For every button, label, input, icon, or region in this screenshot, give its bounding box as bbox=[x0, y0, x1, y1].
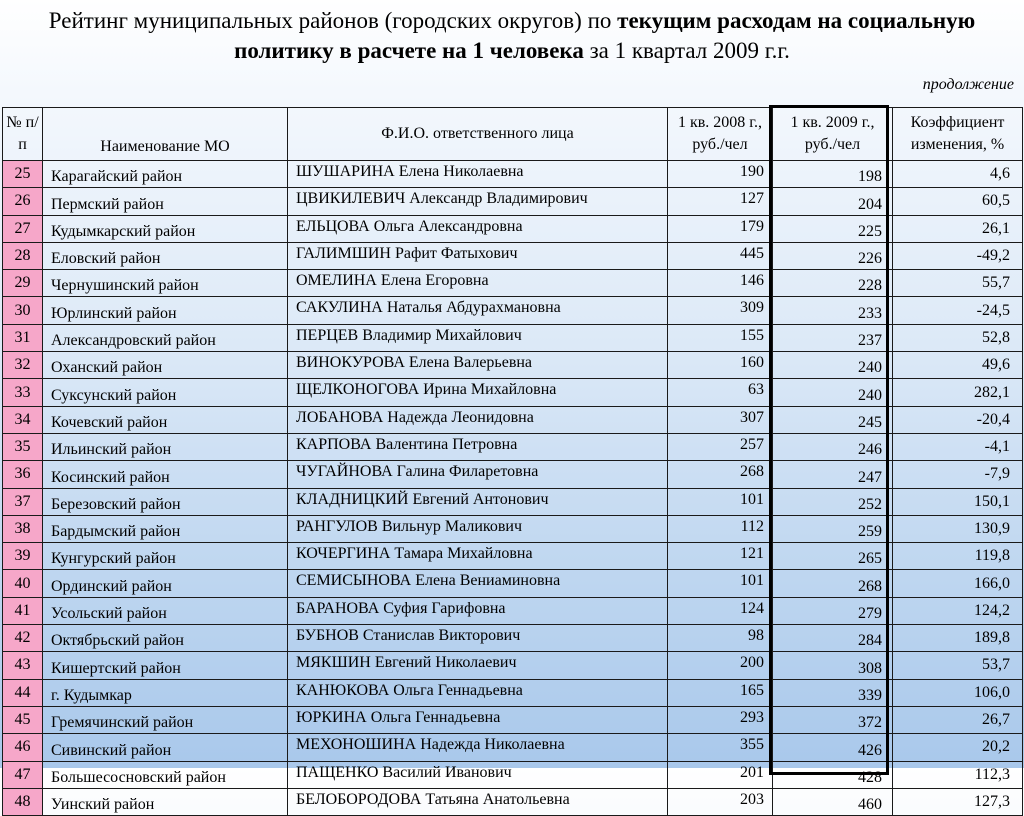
table-row bbox=[3, 543, 1023, 570]
value-q1-2009: 252 bbox=[773, 488, 893, 515]
person-surname: ВИНОКУРОВА bbox=[296, 354, 405, 372]
value-q1-2008: 307 bbox=[668, 406, 773, 433]
row-number: 36 bbox=[3, 461, 43, 488]
responsible-person bbox=[288, 488, 668, 515]
table-header-row bbox=[3, 108, 1023, 161]
person-surname: КАНЮКОВА bbox=[296, 681, 390, 699]
change-coefficient: 52,8 bbox=[893, 324, 1023, 351]
person-given-names: Татьяна Анатольевна bbox=[425, 790, 570, 808]
row-number: 25 bbox=[3, 161, 43, 188]
change-coefficient: 106,0 bbox=[893, 679, 1023, 706]
person-surname: ЕЛЬЦОВА bbox=[296, 217, 370, 235]
person-given-names: Евгений Николаевич bbox=[374, 654, 517, 672]
value-q1-2008: 200 bbox=[668, 652, 773, 679]
value-q1-2009: 247 bbox=[773, 461, 893, 488]
row-number: 26 bbox=[3, 188, 43, 215]
responsible-person bbox=[288, 379, 668, 406]
row-number: 40 bbox=[3, 570, 43, 597]
responsible-person bbox=[288, 761, 668, 788]
value-q1-2008: 101 bbox=[668, 570, 773, 597]
value-q1-2008: 101 bbox=[668, 488, 773, 515]
table-row bbox=[3, 188, 1023, 215]
header-responsible-person: Ф.И.О. ответственного лица bbox=[288, 108, 668, 161]
person-surname: БАРАНОВА bbox=[296, 599, 380, 617]
responsible-person bbox=[288, 461, 668, 488]
row-number: 44 bbox=[3, 679, 43, 706]
person-surname: ЮРКИНА bbox=[296, 708, 367, 726]
responsible-person bbox=[288, 352, 668, 379]
municipality-name: Пермский район bbox=[43, 188, 288, 215]
table-body bbox=[3, 161, 1023, 816]
table-row bbox=[3, 270, 1023, 297]
value-q1-2008: 165 bbox=[668, 679, 773, 706]
row-number: 28 bbox=[3, 242, 43, 269]
row-number: 29 bbox=[3, 270, 43, 297]
value-q1-2008: 98 bbox=[668, 625, 773, 652]
change-coefficient: -4,1 bbox=[893, 433, 1023, 460]
value-q1-2008: 63 bbox=[668, 379, 773, 406]
table-row bbox=[3, 761, 1023, 788]
person-given-names: Суфия Гарифовна bbox=[383, 599, 506, 617]
responsible-person bbox=[288, 297, 668, 324]
responsible-person bbox=[288, 242, 668, 269]
table-row bbox=[3, 215, 1023, 242]
municipality-name: г. Кудымкар bbox=[43, 679, 288, 706]
responsible-person bbox=[288, 570, 668, 597]
table-row bbox=[3, 597, 1023, 624]
person-given-names: Надежда Леонидовна bbox=[387, 408, 534, 426]
person-surname: СЕМИСЫНОВА bbox=[296, 572, 412, 590]
change-coefficient: 119,8 bbox=[893, 543, 1023, 570]
person-given-names: Ольга Александровна bbox=[373, 217, 523, 235]
change-coefficient: 53,7 bbox=[893, 652, 1023, 679]
person-given-names: Тамара Михайловна bbox=[394, 545, 533, 563]
value-q1-2008: 309 bbox=[668, 297, 773, 324]
value-q1-2009: 268 bbox=[773, 570, 893, 597]
change-coefficient: 130,9 bbox=[893, 515, 1023, 542]
change-coefficient: 26,7 bbox=[893, 706, 1023, 733]
value-q1-2008: 201 bbox=[668, 761, 773, 788]
responsible-person bbox=[288, 597, 668, 624]
municipality-name: Ильинский район bbox=[43, 433, 288, 460]
table-row bbox=[3, 679, 1023, 706]
change-coefficient: 150,1 bbox=[893, 488, 1023, 515]
table-row bbox=[3, 352, 1023, 379]
person-given-names: Рафит Фатыхович bbox=[394, 244, 518, 262]
person-surname: БЕЛОБОРОДОВА bbox=[296, 790, 422, 808]
change-coefficient: -20,4 bbox=[893, 406, 1023, 433]
table-row bbox=[3, 297, 1023, 324]
title-part-2: за 1 квартал 2009 г.г. bbox=[583, 38, 790, 63]
change-coefficient: 60,5 bbox=[893, 188, 1023, 215]
person-surname: ЩЕЛКОНОГОВА bbox=[296, 381, 420, 399]
responsible-person bbox=[288, 270, 668, 297]
responsible-person bbox=[288, 543, 668, 570]
row-number: 31 bbox=[3, 324, 43, 351]
table-row bbox=[3, 625, 1023, 652]
municipality-name: Уинский район bbox=[43, 788, 288, 815]
person-surname: КОЧЕРГИНА bbox=[296, 545, 391, 563]
responsible-person bbox=[288, 433, 668, 460]
municipality-name: Еловский район bbox=[43, 242, 288, 269]
person-given-names: Ирина Михайловна bbox=[423, 381, 557, 399]
municipality-name: Березовский район bbox=[43, 488, 288, 515]
change-coefficient: 166,0 bbox=[893, 570, 1023, 597]
continuation-label: продолжение bbox=[922, 76, 1014, 93]
change-coefficient: 26,1 bbox=[893, 215, 1023, 242]
value-q1-2009: 265 bbox=[773, 543, 893, 570]
responsible-person bbox=[288, 406, 668, 433]
municipality-name: Сивинский район bbox=[43, 734, 288, 761]
value-q1-2008: 155 bbox=[668, 324, 773, 351]
person-given-names: Елена Вениаминовна bbox=[415, 572, 561, 590]
person-given-names: Ольга Геннадьевна bbox=[370, 708, 501, 726]
municipality-name: Кишертский район bbox=[43, 652, 288, 679]
change-coefficient: 55,7 bbox=[893, 270, 1023, 297]
row-number: 33 bbox=[3, 379, 43, 406]
person-given-names: Василий Иванович bbox=[382, 763, 512, 781]
table-row bbox=[3, 161, 1023, 188]
header-change-coefficient: Коэффициент изменения, % bbox=[893, 108, 1023, 161]
row-number: 45 bbox=[3, 706, 43, 733]
value-q1-2009: 279 bbox=[773, 597, 893, 624]
change-coefficient: 4,6 bbox=[893, 161, 1023, 188]
responsible-person bbox=[288, 324, 668, 351]
person-surname: ЦВИКИЛЕВИЧ bbox=[296, 190, 406, 208]
person-given-names: Вильнур Маликович bbox=[381, 517, 523, 535]
value-q1-2008: 445 bbox=[668, 242, 773, 269]
person-given-names: Ольга Геннадьевна bbox=[393, 681, 523, 699]
person-given-names: Александр Владимирович bbox=[409, 190, 588, 208]
value-q1-2009: 460 bbox=[773, 788, 893, 815]
value-q1-2008: 179 bbox=[668, 215, 773, 242]
person-given-names: Надежда Николаевна bbox=[420, 736, 565, 754]
municipality-name: Суксунский район bbox=[43, 379, 288, 406]
value-q1-2009: 233 bbox=[773, 297, 893, 324]
change-coefficient: -49,2 bbox=[893, 242, 1023, 269]
value-q1-2009: 225 bbox=[773, 215, 893, 242]
person-given-names: Галина Филаретовна bbox=[396, 463, 539, 481]
row-number: 47 bbox=[3, 761, 43, 788]
change-coefficient: 124,2 bbox=[893, 597, 1023, 624]
change-coefficient: 112,3 bbox=[893, 761, 1023, 788]
row-number: 38 bbox=[3, 515, 43, 542]
person-surname: МЯКШИН bbox=[296, 654, 371, 672]
responsible-person bbox=[288, 734, 668, 761]
row-number: 35 bbox=[3, 433, 43, 460]
value-q1-2009: 240 bbox=[773, 352, 893, 379]
value-q1-2009: 284 bbox=[773, 625, 893, 652]
rating-table bbox=[2, 107, 1023, 816]
value-q1-2009: 246 bbox=[773, 433, 893, 460]
value-q1-2009: 372 bbox=[773, 706, 893, 733]
change-coefficient: 49,6 bbox=[893, 352, 1023, 379]
municipality-name: Оханский район bbox=[43, 352, 288, 379]
table-row bbox=[3, 461, 1023, 488]
municipality-name: Карагайский район bbox=[43, 161, 288, 188]
change-coefficient: 189,8 bbox=[893, 625, 1023, 652]
person-given-names: Станислав Викторович bbox=[362, 627, 521, 645]
municipality-name: Гремячинский район bbox=[43, 706, 288, 733]
person-surname: ПЕРЦЕВ bbox=[296, 326, 359, 344]
table-row bbox=[3, 242, 1023, 269]
responsible-person bbox=[288, 706, 668, 733]
responsible-person bbox=[288, 625, 668, 652]
person-surname: САКУЛИНА bbox=[296, 299, 383, 317]
change-coefficient: 282,1 bbox=[893, 379, 1023, 406]
row-number: 32 bbox=[3, 352, 43, 379]
table-row bbox=[3, 406, 1023, 433]
table-row bbox=[3, 515, 1023, 542]
row-number: 27 bbox=[3, 215, 43, 242]
municipality-name: Косинский район bbox=[43, 461, 288, 488]
person-given-names: Елена Егоровна bbox=[380, 272, 489, 290]
municipality-name: Чернушинский район bbox=[43, 270, 288, 297]
person-surname: ЛОБАНОВА bbox=[296, 408, 384, 426]
person-given-names: Валентина Петровна bbox=[375, 435, 518, 453]
municipality-name: Октябрьский район bbox=[43, 625, 288, 652]
value-q1-2008: 257 bbox=[668, 433, 773, 460]
header-q1-2009: 1 кв. 2009 г., руб./чел bbox=[773, 108, 893, 161]
responsible-person bbox=[288, 652, 668, 679]
row-number: 42 bbox=[3, 625, 43, 652]
responsible-person bbox=[288, 161, 668, 188]
title-emphasis: текущим расходам на социальную политику в расчете на 1 человека bbox=[234, 8, 976, 63]
value-q1-2009: 428 bbox=[773, 761, 893, 788]
value-q1-2009: 339 bbox=[773, 679, 893, 706]
municipality-name: Усольский район bbox=[43, 597, 288, 624]
responsible-person bbox=[288, 188, 668, 215]
responsible-person bbox=[288, 215, 668, 242]
value-q1-2008: 124 bbox=[668, 597, 773, 624]
value-q1-2009: 204 bbox=[773, 188, 893, 215]
row-number: 30 bbox=[3, 297, 43, 324]
row-number: 43 bbox=[3, 652, 43, 679]
row-number: 48 bbox=[3, 788, 43, 815]
title-part-1: Рейтинг муниципальных районов (городских округов) по bbox=[48, 8, 618, 33]
municipality-name: Кочевский район bbox=[43, 406, 288, 433]
municipality-name: Ординский район bbox=[43, 570, 288, 597]
responsible-person bbox=[288, 788, 668, 815]
header-municipality: Наименование МО bbox=[43, 108, 288, 161]
change-coefficient: -24,5 bbox=[893, 297, 1023, 324]
value-q1-2009: 240 bbox=[773, 379, 893, 406]
table-row bbox=[3, 570, 1023, 597]
table-row bbox=[3, 324, 1023, 351]
row-number: 41 bbox=[3, 597, 43, 624]
header-number: № п/п bbox=[3, 108, 43, 161]
table-row bbox=[3, 706, 1023, 733]
person-given-names: Наталья Абдурахмановна bbox=[386, 299, 561, 317]
person-surname: ЧУГАЙНОВА bbox=[296, 463, 393, 481]
municipality-name: Кунгурский район bbox=[43, 543, 288, 570]
value-q1-2009: 228 bbox=[773, 270, 893, 297]
change-coefficient: 20,2 bbox=[893, 734, 1023, 761]
page-title bbox=[20, 6, 1004, 66]
municipality-name: Большесосновский район bbox=[43, 761, 288, 788]
person-given-names: Елена Николаевна bbox=[398, 163, 524, 180]
value-q1-2008: 121 bbox=[668, 543, 773, 570]
value-q1-2009: 308 bbox=[773, 652, 893, 679]
value-q1-2008: 146 bbox=[668, 270, 773, 297]
value-q1-2009: 226 bbox=[773, 242, 893, 269]
person-surname: БУБНОВ bbox=[296, 627, 359, 645]
row-number: 37 bbox=[3, 488, 43, 515]
value-q1-2008: 127 bbox=[668, 188, 773, 215]
value-q1-2009: 259 bbox=[773, 515, 893, 542]
value-q1-2009: 237 bbox=[773, 324, 893, 351]
row-number: 39 bbox=[3, 543, 43, 570]
municipality-name: Юрлинский район bbox=[43, 297, 288, 324]
person-surname: ОМЕЛИНА bbox=[296, 272, 377, 290]
person-surname: РАНГУЛОВ bbox=[296, 517, 378, 535]
value-q1-2008: 190 bbox=[668, 161, 773, 188]
value-q1-2008: 293 bbox=[668, 706, 773, 733]
person-surname: КЛАДНИЦКИЙ bbox=[296, 490, 409, 508]
municipality-name: Кудымкарский район bbox=[43, 215, 288, 242]
change-coefficient: 127,3 bbox=[893, 788, 1023, 815]
person-given-names: Евгений Антонович bbox=[412, 490, 549, 508]
value-q1-2008: 355 bbox=[668, 734, 773, 761]
table-row bbox=[3, 734, 1023, 761]
table-row bbox=[3, 488, 1023, 515]
person-surname: ШУШАРИНА bbox=[296, 163, 395, 180]
responsible-person bbox=[288, 515, 668, 542]
row-number: 34 bbox=[3, 406, 43, 433]
person-surname: МЕХОНОШИНА bbox=[296, 736, 417, 754]
row-number: 46 bbox=[3, 734, 43, 761]
person-given-names: Владимир Михайлович bbox=[362, 326, 522, 344]
municipality-name: Александровский район bbox=[43, 324, 288, 351]
value-q1-2008: 160 bbox=[668, 352, 773, 379]
person-surname: ГАЛИМШИН bbox=[296, 244, 391, 262]
person-surname: КАРПОВА bbox=[296, 435, 372, 453]
value-q1-2009: 198 bbox=[773, 161, 893, 188]
municipality-name: Бардымский район bbox=[43, 515, 288, 542]
value-q1-2008: 112 bbox=[668, 515, 773, 542]
header-q1-2008: 1 кв. 2008 г., руб./чел bbox=[668, 108, 773, 161]
change-coefficient: -7,9 bbox=[893, 461, 1023, 488]
table-row bbox=[3, 652, 1023, 679]
table-row bbox=[3, 379, 1023, 406]
value-q1-2008: 268 bbox=[668, 461, 773, 488]
person-surname: ПАЩЕНКО bbox=[296, 763, 379, 781]
table-row bbox=[3, 433, 1023, 460]
responsible-person bbox=[288, 679, 668, 706]
table-row bbox=[3, 788, 1023, 815]
value-q1-2008: 203 bbox=[668, 788, 773, 815]
person-given-names: Елена Валерьевна bbox=[408, 354, 533, 372]
value-q1-2009: 245 bbox=[773, 406, 893, 433]
value-q1-2009: 426 bbox=[773, 734, 893, 761]
